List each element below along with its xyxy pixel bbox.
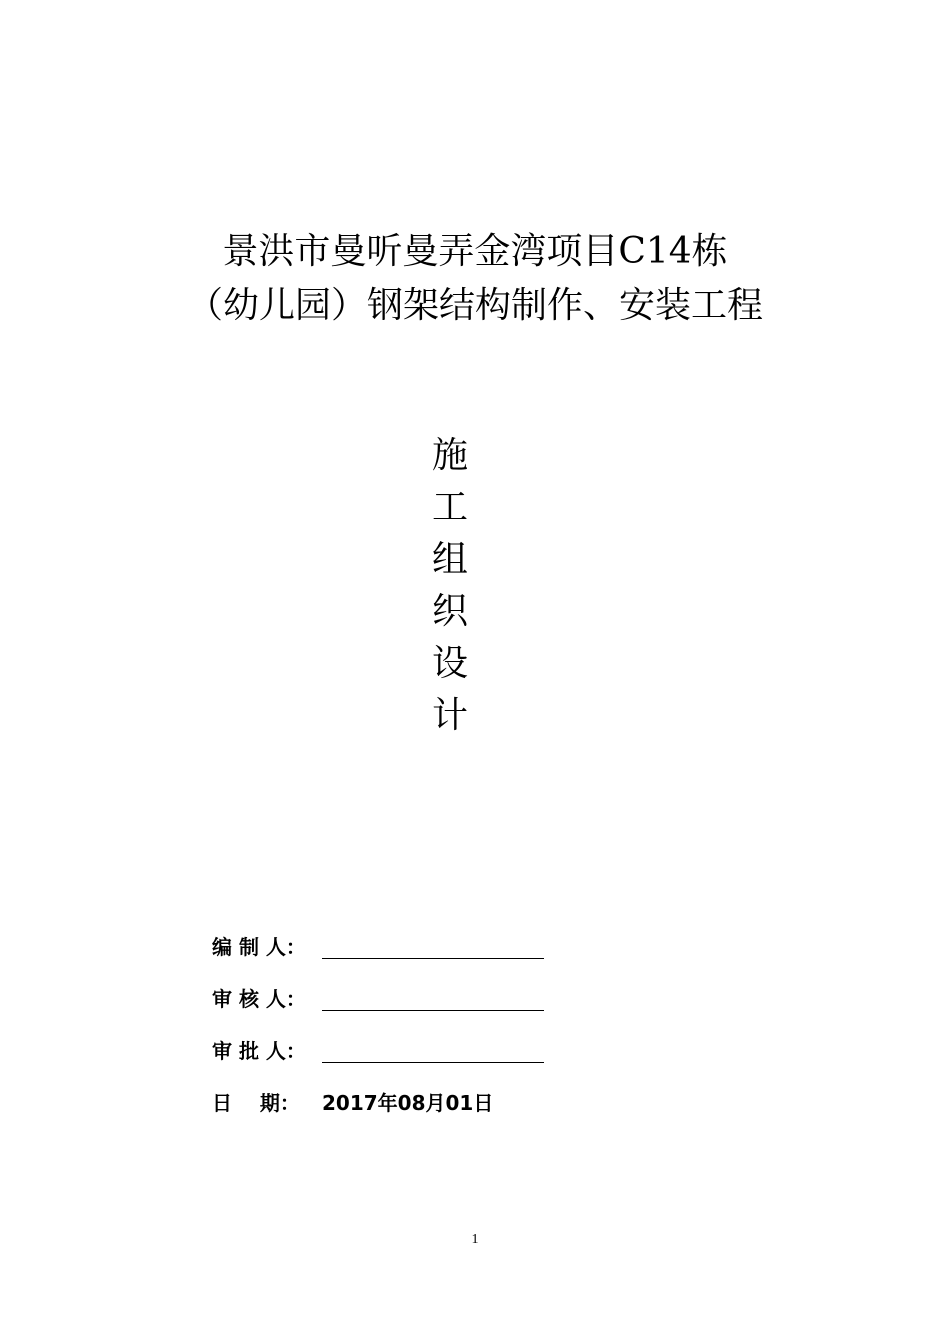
vertical-subtitle	[425, 430, 475, 742]
date-label: 日 期：	[212, 1091, 300, 1115]
document-title-line-1: 景洪市曼听曼弄金湾项目C14栋	[222, 231, 728, 272]
date-value: 2017年08月01日	[322, 1091, 494, 1115]
subtitle-char: 织	[431, 591, 468, 632]
page-number: 1	[471, 1232, 479, 1247]
sign-row-date	[212, 1088, 544, 1140]
subtitle-char: 工	[431, 487, 468, 528]
approver-label: 审 批 人：	[212, 1039, 306, 1063]
signature-block	[212, 932, 544, 1140]
subtitle-char: 计	[431, 695, 468, 736]
sign-row-compiler	[212, 932, 544, 984]
compiler-signature-line[interactable]	[322, 934, 544, 959]
document-title-line-2: （幼儿园）钢架结构制作、安装工程	[186, 285, 763, 326]
subtitle-char: 施	[431, 435, 468, 476]
reviewer-signature-line[interactable]	[322, 986, 544, 1011]
subtitle-char: 组	[431, 539, 468, 580]
sign-row-approver	[212, 1036, 544, 1088]
approver-signature-line[interactable]	[322, 1038, 544, 1063]
subtitle-char: 设	[431, 643, 468, 684]
sign-row-reviewer	[212, 984, 544, 1036]
compiler-label: 编 制 人：	[212, 935, 306, 959]
reviewer-label: 审 核 人：	[212, 987, 306, 1011]
